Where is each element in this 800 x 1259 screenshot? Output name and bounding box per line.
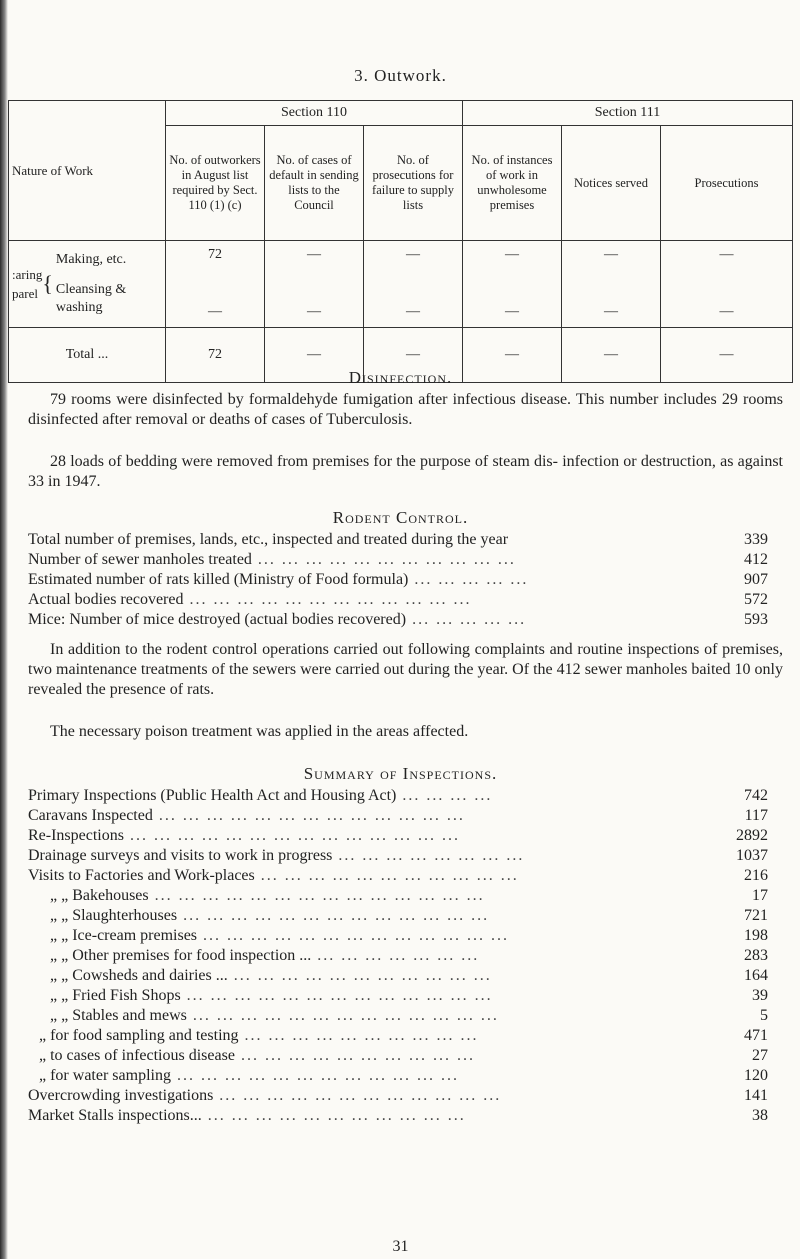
list-item: „ „ Bakehouses ... ... ... ... ... ... ... ... ... ... ... ... ... ... 17 xyxy=(50,887,768,904)
column-header-prosecutions-failure: No. of prosecutions for failure to supply lists xyxy=(364,126,463,241)
list-item: Market Stalls inspections... ... ... ... ... ... ... ... ... ... ... ... 38 xyxy=(28,1107,768,1124)
list-item: Re-Inspections ... ... ... ... ... ... ... ... ... ... ... ... ... ... 2892 xyxy=(28,827,768,844)
total-col-3: — xyxy=(364,328,463,383)
summary-list xyxy=(28,786,768,1126)
list-item: „ „ Cowsheds and dairies ... ... ... ... ... ... ... ... ... ... ... ... 164 xyxy=(50,967,768,984)
column-header-notices-served: Notices served xyxy=(562,126,661,241)
list-item: „ to cases of infectious disease ... ... ... ... ... ... ... ... ... ... 27 xyxy=(39,1047,768,1064)
total-col-2: — xyxy=(265,328,364,383)
nature-of-work-header: Nature of Work xyxy=(9,101,166,241)
page-binding-edge xyxy=(0,0,8,1259)
row-label-cleansing: Cleansing & washing xyxy=(55,281,127,316)
list-item: Primary Inspections (Public Health Act and Housing Act) ... ... ... ... 742 xyxy=(28,787,768,804)
column-header-default-cases: No. of cases of default in sending lists to the Council xyxy=(265,126,364,241)
total-col-6: — xyxy=(661,328,793,383)
cell-col-4: — — xyxy=(463,241,562,328)
list-item: „ for food sampling and testing ... ... ... ... ... ... ... ... ... ... 471 xyxy=(39,1027,768,1044)
list-item: Drainage surveys and visits to work in progress ... ... ... ... ... ... ... ... 1037 xyxy=(28,847,768,864)
cell-col-2: — — xyxy=(265,241,364,328)
total-col-5: — xyxy=(562,328,661,383)
nature-of-work-cell xyxy=(9,241,166,328)
list-item: Number of sewer manholes treated ... ... ... ... ... ... ... ... ... ... ... 412 xyxy=(28,551,768,568)
rodent-control-list xyxy=(28,530,768,630)
disinfection-heading: Disinfection. xyxy=(348,368,453,387)
cell-col-3: — — xyxy=(364,241,463,328)
section-title: 3. Outwork. xyxy=(354,66,447,85)
list-item: Visits to Factories and Work-places ... ... ... ... ... ... ... ... ... ... ... 216 xyxy=(28,867,768,884)
rodent-paragraph-1: In addition to the rodent control operations carried out following complaints and routine inspections of premises, two maintenance treatments of the sewers were carried out during the year. Of the 412 sewer manholes baited 10 only revealed the presence of rats. xyxy=(28,641,783,698)
list-item: „ „ Other premises for food inspection ... ... ... ... ... ... ... ... 283 xyxy=(50,947,768,964)
list-item: Estimated number of rats killed (Ministry of Food formula) ... ... ... ... ... 907 xyxy=(28,571,768,588)
column-header-outworkers: No. of outworkers in August list required by Sect. 110 (1) (c) xyxy=(166,126,265,241)
list-item: Caravans Inspected ... ... ... ... ... ... ... ... ... ... ... ... ... 117 xyxy=(28,807,768,824)
list-item: Actual bodies recovered ... ... ... ... ... ... ... ... ... ... ... ... 572 xyxy=(28,591,768,608)
section-110-header: Section 110 xyxy=(166,101,463,126)
list-item: Overcrowding investigations ... ... ... ... ... ... ... ... ... ... ... ... 141 xyxy=(28,1087,768,1104)
list-item: „ „ Ice-cream premises ... ... ... ... ... ... ... ... ... ... ... ... ... 198 xyxy=(50,927,768,944)
column-header-prosecutions: Prosecutions xyxy=(661,126,793,241)
brace-glyph: { xyxy=(42,270,53,296)
total-col-4: — xyxy=(463,328,562,383)
list-item: Mice: Number of mice destroyed (actual bodies recovered) ... ... ... ... ... 593 xyxy=(28,611,768,628)
page-number: 31 xyxy=(392,1238,409,1255)
list-item: „ „ Stables and mews ... ... ... ... ... ... ... ... ... ... ... ... ... 5 xyxy=(50,1007,768,1024)
disinfection-paragraph-2: 28 loads of bedding were removed from premises for the purpose of steam dis- infection or destruction, as against 33 in 1947. xyxy=(28,453,783,490)
list-item: „ „ Fried Fish Shops ... ... ... ... ... ... ... ... ... ... ... ... ... 39 xyxy=(50,987,768,1004)
disinfection-paragraph-1: 79 rooms were disinfected by formaldehyde fumigation after infectious disease. This number includes 29 rooms disinfected after removal or deaths of cases of Tuberculosis. xyxy=(28,391,783,428)
summary-heading: Summary of Inspections. xyxy=(303,764,498,783)
row-label-making: Making, etc. xyxy=(55,251,127,267)
column-header-unwholesome-premises: No. of instances of work in unwholesome premises xyxy=(463,126,562,241)
cell-col-1: 72 — xyxy=(166,241,265,328)
document-page xyxy=(8,0,793,1259)
total-col-1: 72 xyxy=(166,328,265,383)
rodent-paragraph-2: The necessary poison treatment was applied in the areas affected. xyxy=(50,723,469,740)
section-111-header: Section 111 xyxy=(463,101,793,126)
list-item: Total number of premises, lands, etc., inspected and treated during the year 339 xyxy=(28,531,768,548)
cell-col-5: — — xyxy=(562,241,661,328)
rodent-control-heading: Rodent Control. xyxy=(332,508,469,527)
list-item: „ for water sampling ... ... ... ... ... ... ... ... ... ... ... ... 120 xyxy=(39,1067,768,1084)
total-label: Total ... xyxy=(9,328,166,383)
group-label: :aring parel xyxy=(12,266,43,301)
cell-col-6: — — xyxy=(661,241,793,328)
list-item: „ „ Slaughterhouses ... ... ... ... ... ... ... ... ... ... ... ... ... 721 xyxy=(50,907,768,924)
outwork-table xyxy=(8,100,793,383)
